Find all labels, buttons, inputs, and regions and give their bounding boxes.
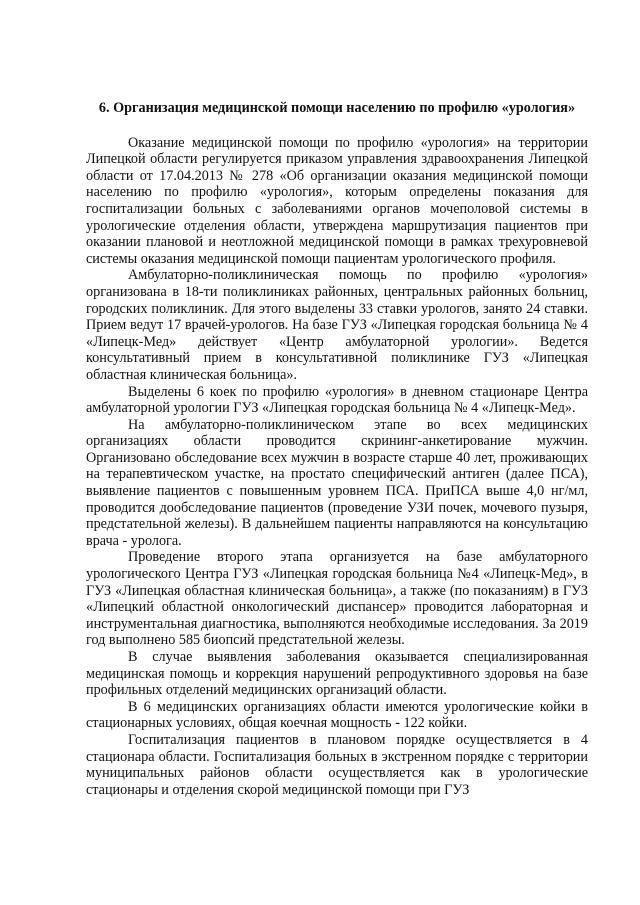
paragraph-specialized-care: В случае выявления заболевания оказывается специализированная медицинская помощь и коррекция нарушений репродуктивного здоровья на базе профильных отделений медицинских организаций области. [86,649,588,699]
paragraph-screening: На амбулаторно-поликлиническом этапе во всех медицинских организациях области проводится скрининг-анкетирование мужчин. Организовано обследование всех мужчин в возрасте старше 40 лет, проживающих на терапевтическом участке, на простато специфический антиген (далее ПСА), выявление пациентов с повышенным уровнем ПСА. ПриПСА выше 4,0 нг/мл, проводится дообследование пациентов (проведение УЗИ почек, мочевого пузыря, предстательной железы). В дальнейшем пациенты направляются на консультацию врача - уролога. [86,416,588,549]
section-heading: 6. Организация медицинской помощи населению по профилю «урология» [98,100,576,116]
document-page [86,100,588,798]
paragraph-regulation: Оказание медицинской помощи по профилю «урология» на территории Липецкой области регулируется приказом управления здравоохранения Липецкой области от 17.04.2013 № 278 «Об организации оказания медицинской помощи населению по профилю «урология», которым определены показания для госпитализации больных с заболеваниями органов мочеполовой системы в урологические отделения области, утверждена маршрутизация пациентов при оказании плановой и неотложной медицинской помощи в рамках трехуровневой системы оказания медицинской помощи пациентам урологического профиля. [86,134,588,267]
paragraph-second-stage: Проведение второго этапа организуется на базе амбулаторного урологического Центра ГУЗ «Липецкая городская больница №4 «Липецк-Мед», в ГУЗ «Липецкая областная клиническая больница», а также (по показаниям) в ГУЗ «Липецкий областной онкологический диспансер» проводится лабораторная и инструментальная диагностика, выполняются необходимые исследования. За 2019 год выполнено 585 биопсий предстательной железы. [86,549,588,649]
paragraph-hospitalization: Госпитализация пациентов в плановом порядке осуществляется в 4 стационара области. Госпитализация больных в экстренном порядке с территории муниципальных районов области осуществляется как в урологические стационары и отделения скорой медицинской помощи при ГУЗ [86,731,588,798]
paragraph-outpatient-care: Амбулаторно-поликлиническая помощь по профилю «урология» организована в 18-ти поликлиниках районных, центральных районных больниц, городских поликлиник. Для этого выделены 33 ставки урологов, занято 24 ставки. Прием ведут 17 врачей-урологов. На базе ГУЗ «Липецкая городская больница № 4 «Липецк-Мед» действует «Центр амбулаторной урологии». Ведется консультативный прием в консультативной поликлинике ГУЗ «Липецкая областная клиническая больница». [86,267,588,383]
paragraph-inpatient-beds: В 6 медицинских организациях области имеются урологические койки в стационарных условиях, общая коечная мощность - 122 койки. [86,698,588,732]
paragraph-day-hospital: Выделены 6 коек по профилю «урология» в дневном стационаре Центра амбулаторной урологии ГУЗ «Липецкая городская больница № 4 «Липецк-Мед». [86,383,588,417]
